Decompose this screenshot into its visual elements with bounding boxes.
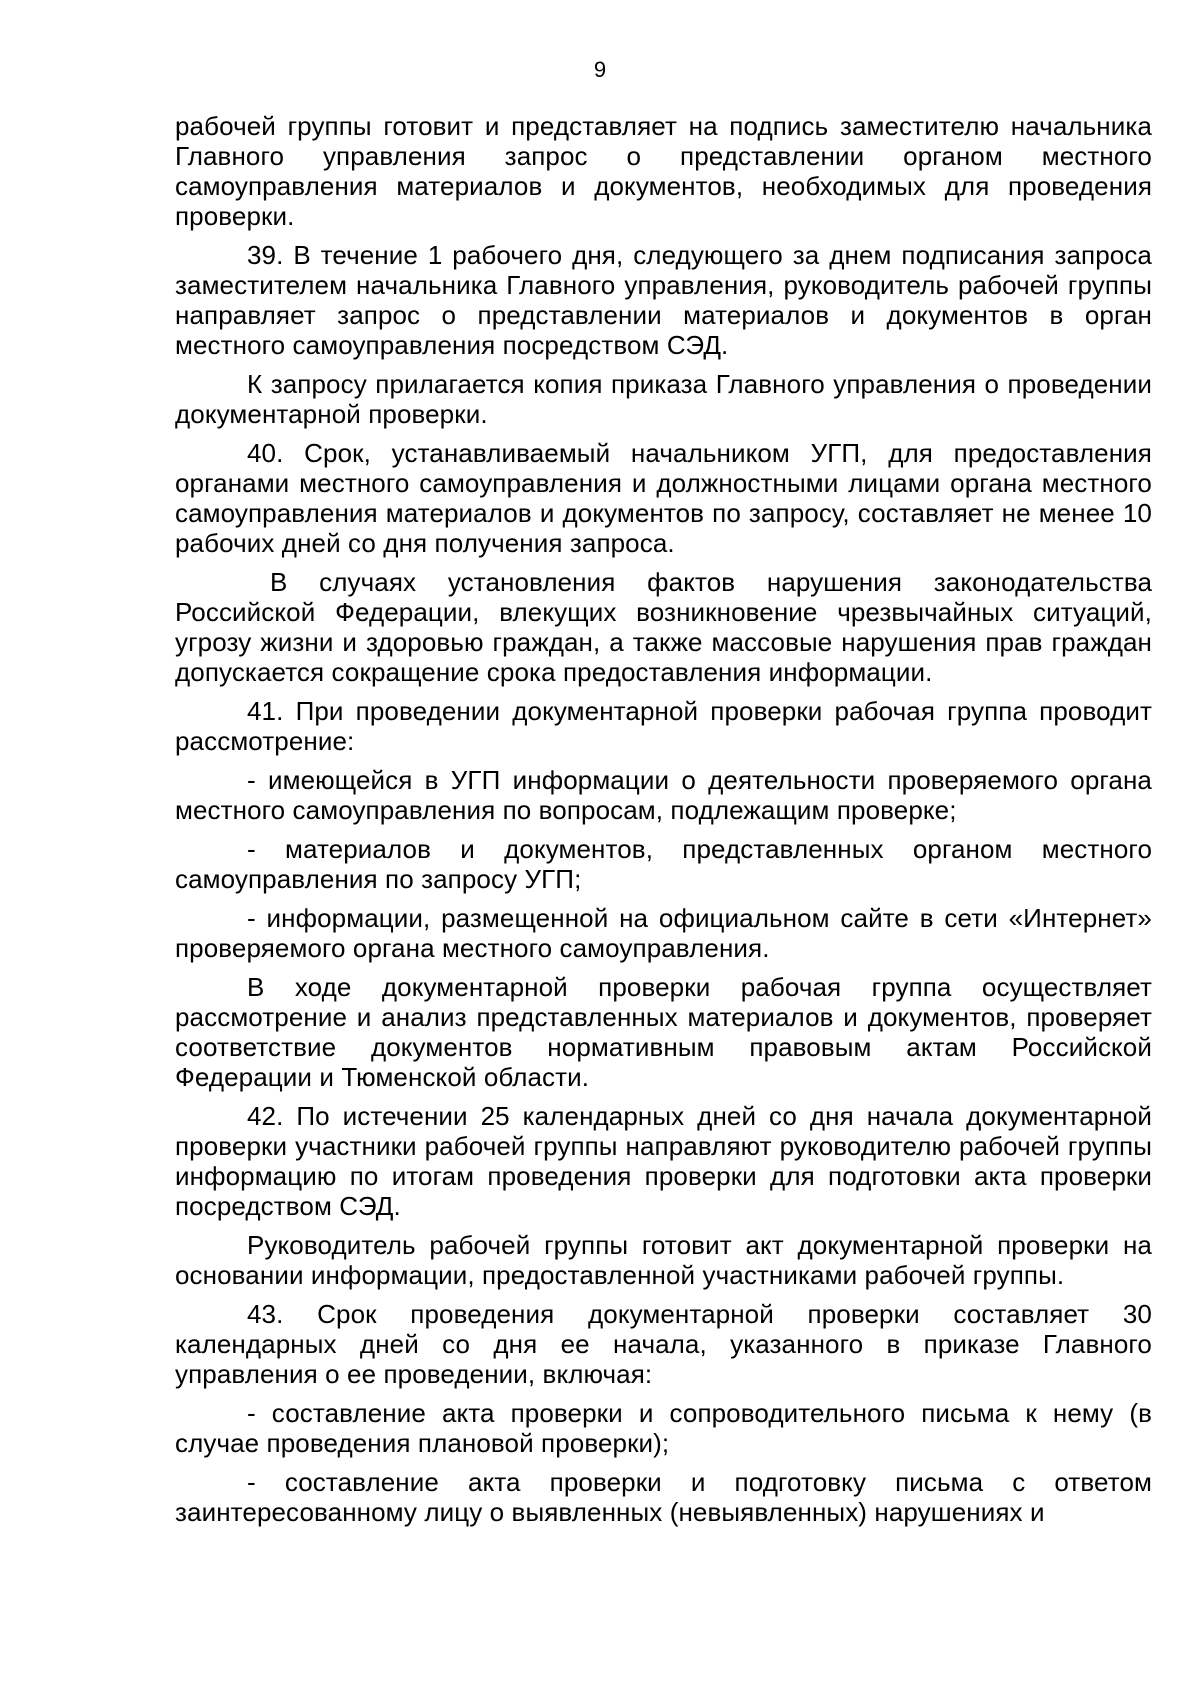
list-item-website-information: - информации, размещенной на официальном сайте в сети «Интернет» проверяемого органа местного самоуправления.: [175, 903, 1152, 963]
paragraph-41: 41. При проведении документарной проверки рабочая группа проводит рассмотрение:: [175, 696, 1152, 756]
list-item-submitted-materials: - материалов и документов, представленных органом местного самоуправления по запросу УГП;: [175, 834, 1152, 894]
paragraph-emergency-cases: В случаях установления фактов нарушения законодательства Российской Федерации, влекущих возникновение чрезвычайных ситуаций, угрозу жизни и здоровью граждан, а также массовые нарушения прав граждан допускается сокращение срока предоставления информации.: [175, 567, 1152, 687]
paragraph-40: 40. Срок, устанавливаемый начальником УГП, для предоставления органами местного самоуправления и должностными лицами органа местного самоуправления материалов и документов по запросу, составляет не менее 10 рабочих дней со дня получения запроса.: [175, 438, 1152, 558]
paragraph-continuation: рабочей группы готовит и представляет на подпись заместителю начальника Главного управления запрос о представлении органом местного самоуправления материалов и документов, необходимых для проведения проверки.: [175, 111, 1152, 231]
document-body: [175, 111, 1152, 1536]
list-item-act-and-response-letter: - составление акта проверки и подготовку письма с ответом заинтересованному лицу о выявленных (невыявленных) нарушениях и: [175, 1467, 1152, 1527]
list-item-act-and-cover-letter: - составление акта проверки и сопроводительного письма к нему (в случае проведения плановой проверки);: [175, 1398, 1152, 1458]
paragraph-review-analysis: В ходе документарной проверки рабочая группа осуществляет рассмотрение и анализ представленных материалов и документов, проверяет соответствие документов нормативным правовым актам Российской Федерации и Тюменской области.: [175, 972, 1152, 1092]
paragraph-act-preparation: Руководитель рабочей группы готовит акт документарной проверки на основании информации, предоставленной участниками рабочей группы.: [175, 1230, 1152, 1290]
paragraph-request-attachment: К запросу прилагается копия приказа Главного управления о проведении документарной проверки.: [175, 369, 1152, 429]
page-number: 9: [593, 57, 607, 82]
list-item-ugp-information: - имеющейся в УГП информации о деятельности проверяемого органа местного самоуправления по вопросам, подлежащим проверке;: [175, 765, 1152, 825]
paragraph-43: 43. Срок проведения документарной проверки составляет 30 календарных дней со дня ее начала, указанного в приказе Главного управления о ее проведении, включая:: [175, 1299, 1152, 1389]
paragraph-42: 42. По истечении 25 календарных дней со дня начала документарной проверки участники рабочей группы направляют руководителю рабочей группы информацию по итогам проведения проверки для подготовки акта проверки посредством СЭД.: [175, 1101, 1152, 1221]
paragraph-39: 39. В течение 1 рабочего дня, следующего за днем подписания запроса заместителем начальника Главного управления, руководитель рабочей группы направляет запрос о представлении материалов и документов в орган местного самоуправления посредством СЭД.: [175, 240, 1152, 360]
